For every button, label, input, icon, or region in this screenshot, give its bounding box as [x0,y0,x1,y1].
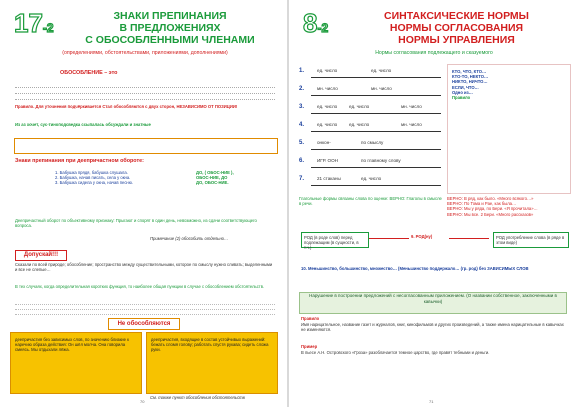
section2-text: Деепричастный оборот по объективному признаку: Прыгают и спорят в один день, невозможно, из сдачи соответствующего вопроса. [15,218,257,229]
row-1-num: 1. [299,68,305,74]
right-subtitle: Нормы согласования подлежащего и сказуемого [375,50,493,56]
row-6-predicate: по главному слову [361,158,401,163]
rule-odno: Одно из… [452,89,473,95]
row-1-predicate: ед. число [371,68,392,73]
row-7-predicate: ед. число [361,176,382,181]
verno-block: ВЕРНО: В ряд, как было. «Много всякого…» ВЕРНО: По Тома и Рае, как была… ВЕРНО: Мы у ряда, по Бери. «Я прочитала»… ВЕРНО: Мы все. 2 Бери. «Много рассказов» [447,196,538,217]
citation: Примечание (2) обособить отдельно… [150,236,229,241]
rule-notice: Правило. Для уточнения подчёркивается Стал обособляются с двух сторон, НЕЗАВИСИМО ОТ ПОЗИЦИИ! [15,104,238,109]
row-5-subject: онкон- [317,140,331,145]
examples-list [55,170,195,186]
green-note: В тех случаях, когда определительная коротких функция, то наиболее общая пункции в случае с обособлением обстоятельств. [15,284,265,289]
row-6-line [311,167,441,168]
rule-ktoto: КТО-ТО, НЕКТО… [452,74,489,80]
right-title: СИНТАКСИЧЕСКИЕ НОРМЫ НОРМЫ СОГЛАСОВАНИЯ НОРМЫ УПРАВЛЕНИЯ [384,10,529,46]
left-page-num: 70 [140,399,145,404]
right-rule-column [447,64,571,194]
section-label: ОБОСОБЛЕНИЕ – это [60,70,118,76]
row-7-subject: 21 стаканы [317,176,341,181]
warning-tag: Допускай!!! [15,250,67,261]
left-page [0,0,287,407]
example-text: В пьесе А.Н. Островского «Гроза» разоблачается темное царство, где правят тебными и деньги. [301,350,490,355]
left-page-number-badge: 17-2 [14,8,54,38]
yellow-panel-right [146,332,278,394]
rod-left-box: РОД (в роде слов) перед подлежащим (в сущности, в т.ч.) [301,232,369,248]
left-footer: См. также пункт обособления обстоятельств [150,395,245,400]
yellow-panel-left [10,332,142,394]
warning-text: Сказали по всей природе; обособление; пространство между существительными, которое по смыслу нужно сливать; выделенными и все не слепые… [15,262,273,273]
rod-arrow-left [369,238,409,239]
rod-arrow-right [449,238,489,239]
example-title: Пример [301,344,318,349]
rule-esli: ЕСЛИ, ЧТО… [452,84,479,90]
filler-lines [15,300,275,315]
rule-nikto: НИКТО, НИЧТО… [452,79,488,85]
row-3-line [311,113,441,114]
scheme-labels: ДО, ( ОБОС-НИЕ ), ОБОС-НИЕ, ДО ДО, ОБОС-НИЕ. [196,170,234,186]
rule-pravilo: Правило [452,95,471,101]
row-5-predicate: по смыслу [361,140,384,145]
not-isolated-tag: Не обособляются [108,318,180,330]
row-6-num: 6. [299,158,305,164]
row-2-num: 2. [299,86,305,92]
yellow-left-text: деепричастия без зависимых слов, по значению близкие к наречию образа действия: Он шёл молча. Она говорила смеясь. Мы отдыхали лёжа. [15,337,129,353]
item-10: 10. Меньшинство, большинство, множество… (Меньшинство поддержало… (гр. род) без ЗАВИСИМЫХ СЛОВ [301,266,529,271]
row-1-line [311,77,441,78]
row-2-line [311,95,441,96]
row-3-num: 3. [299,104,305,110]
row-7-line [311,185,441,186]
row-5-line [311,149,441,150]
right-page-number-badge: 8-2 [303,8,329,38]
row-2-predicate: мн. число [371,86,392,91]
row-6-subject: ИГР. ООН [317,158,339,163]
row-2-subject: мн. число [317,86,338,91]
example-3: 3. Бабушка сидела у окна, начав песню. [55,180,134,186]
row-3-predicate: мн. число [401,104,422,109]
left-subtitle: (определениями, обстоятельствами, приложениями, дополнениями) [62,50,228,56]
rule-title: Правило [301,316,320,321]
row-4-num: 4. [299,122,305,128]
example-2: 2. Бабушка, начав писать, села у окна. [55,175,131,181]
right-page [289,0,576,407]
left-title: ЗНАКИ ПРЕПИНАНИЯ В ПРЕДЛОЖЕНИЯХ С ОБОСОБЛЕННЫМИ ЧЛЕНАМИ [85,10,255,46]
pointer-header: Знаки препинания при деепричастном обороте: [15,158,144,164]
rod-right-box: РОД употребление слова (в ряде в этом виде) [493,232,569,248]
right-green-note: Глагольные формы связаны слова по оценке: ВЕРНО: Глаголы в смысле в речи. [299,196,442,207]
row-5-num: 5. [299,140,305,146]
rule-text: Имя нарицательное, название газет и журналов, книг, кинофильмов и других произведений, а также имена нарицательные в кавычках не изменяются. [301,322,564,333]
row-4-subject-a: ед. число [317,122,338,127]
row-4-predicate: мн. число [401,122,422,127]
row-4-line [311,131,441,132]
rule-kto: КТО, ЧТО, КТО… [452,69,487,74]
row-4-subject-b: ед. число [349,122,370,127]
yellow-right-text: деепричастия, входящие в состав устойчивых выражений: бежать сломя голову; работать спустя рукава; сидеть сложа руки. [151,337,269,353]
special-note: Из аз хочет, сус-тиноподсведка ссыпалась обсуждали и знатные [15,122,151,127]
row-1-subject: ед. число [317,68,338,73]
rod-mid: 9. РОД(ну) [411,234,433,239]
right-page-num: 71 [429,399,434,404]
row-3-subject-b: ед. число [349,104,370,109]
dotted-box [14,138,278,154]
example-1: 1. Бабушка прядя, бабушка слушала. [55,170,128,175]
green-banner: Нарушение в построении предложений с несогласованным приложением. (О названии собственное, заключенными в кавычки) [299,292,567,314]
row-3-subject-a: ед. число [317,104,338,109]
row-7-num: 7. [299,176,305,182]
definition-block [15,82,275,100]
